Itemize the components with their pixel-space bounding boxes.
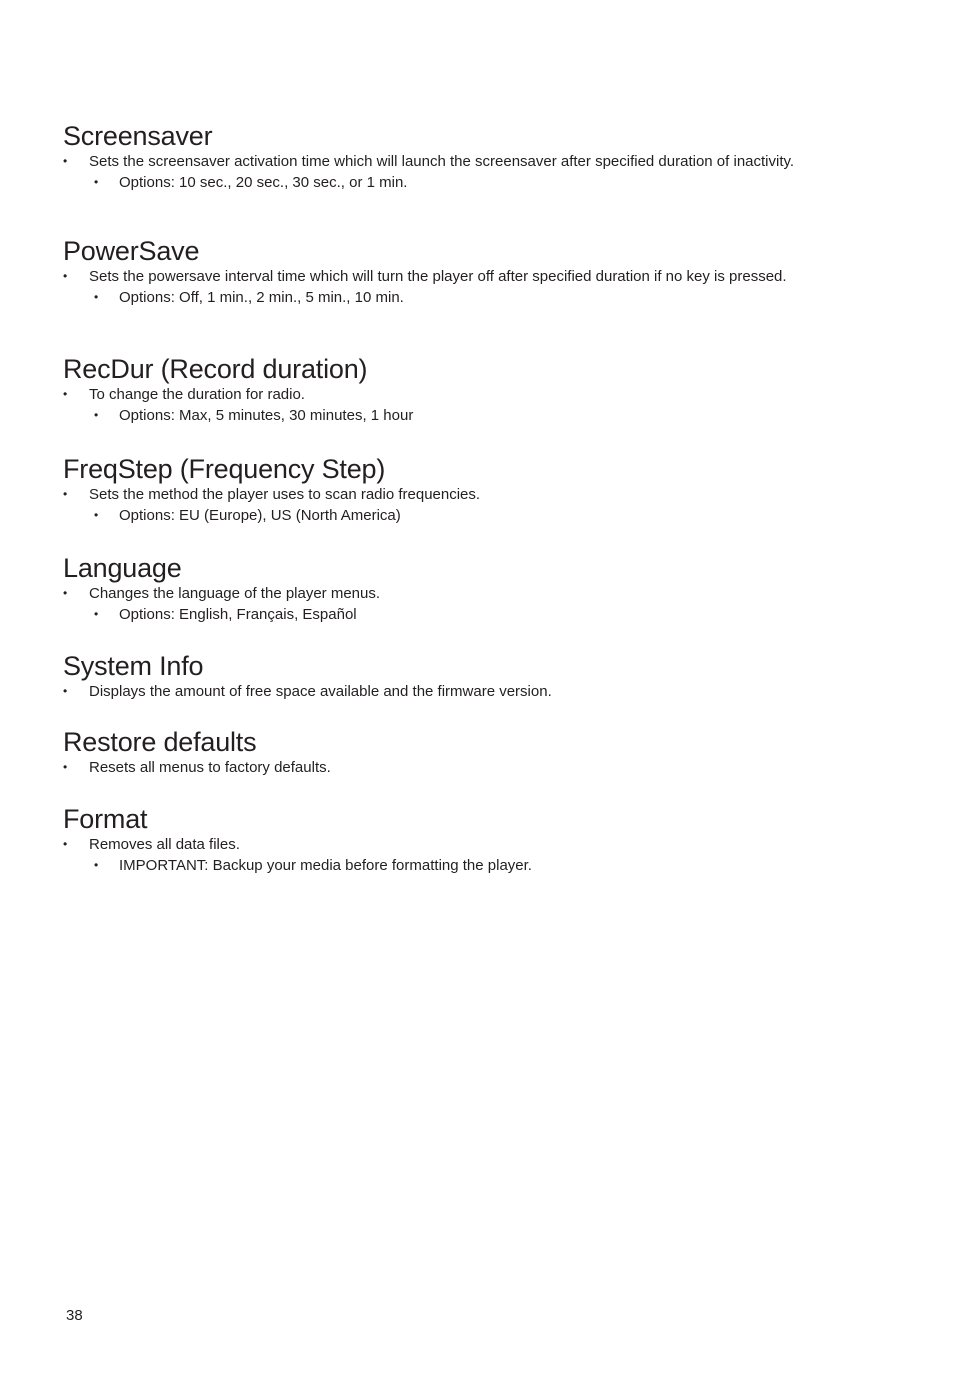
section-screensaver (63, 121, 843, 193)
sub-bullet-item: • Options: English, Français, Español (89, 604, 843, 625)
bullet-text: Sets the method the player uses to scan radio frequencies. (89, 486, 481, 503)
page-number: 38 (66, 1307, 83, 1324)
sub-bullet-item: • IMPORTANT: Backup your media before formatting the player. (89, 855, 843, 876)
sub-bullet-list (89, 855, 843, 876)
sub-bullet-item: • Options: EU (Europe), US (North America) (89, 505, 843, 526)
bullet-text: To change the duration for radio. (89, 386, 305, 403)
section-freqstep (63, 454, 843, 526)
section-format (63, 804, 843, 876)
bullet-text: Sets the powersave interval time which will turn the player off after specified duration if no key is pressed. (89, 268, 787, 285)
section-restore-defaults (63, 727, 843, 778)
section-heading: Format (63, 804, 148, 834)
bullet-item: • Displays the amount of free space available and the firmware version. (63, 681, 843, 702)
bullet-item: • Resets all menus to factory defaults. (63, 757, 843, 778)
bullet-text: Removes all data files. (89, 836, 240, 853)
sub-bullet-list (89, 505, 843, 526)
section-heading: Language (63, 553, 182, 583)
bullet-item (63, 266, 843, 308)
section-heading: System Info (63, 651, 204, 681)
bullet-list (63, 583, 843, 625)
sub-bullet-list (89, 405, 843, 426)
sub-bullet-list (89, 172, 843, 193)
bullet-text: Sets the screensaver activation time which will launch the screensaver after specified duration of inactivity. (89, 153, 795, 170)
section-language (63, 553, 843, 625)
section-heading: Restore defaults (63, 727, 257, 757)
bullet-list (63, 681, 843, 702)
sub-bullet-item: • Options: 10 sec., 20 sec., 30 sec., or 1 min. (89, 172, 843, 193)
bullet-list (63, 484, 843, 526)
bullet-text: Changes the language of the player menus. (89, 585, 381, 602)
bullet-item (63, 834, 843, 876)
bullet-list (63, 151, 843, 193)
bullet-item (63, 583, 843, 625)
section-recdur (63, 354, 843, 426)
bullet-list (63, 384, 843, 426)
bullet-item (63, 484, 843, 526)
sub-bullet-list (89, 604, 843, 625)
section-heading: FreqStep (Frequency Step) (63, 454, 386, 484)
bullet-list (63, 834, 843, 876)
bullet-item (63, 384, 843, 426)
bullet-item (63, 151, 843, 193)
section-powersave (63, 236, 843, 308)
bullet-list (63, 757, 843, 778)
section-heading: RecDur (Record duration) (63, 354, 368, 384)
section-system-info (63, 651, 843, 702)
sub-bullet-list (89, 287, 843, 308)
sub-bullet-item: • Options: Off, 1 min., 2 min., 5 min., 10 min. (89, 287, 843, 308)
section-heading: Screensaver (63, 121, 213, 151)
bullet-list (63, 266, 843, 308)
sub-bullet-item: • Options: Max, 5 minutes, 30 minutes, 1 hour (89, 405, 843, 426)
section-heading: PowerSave (63, 236, 200, 266)
